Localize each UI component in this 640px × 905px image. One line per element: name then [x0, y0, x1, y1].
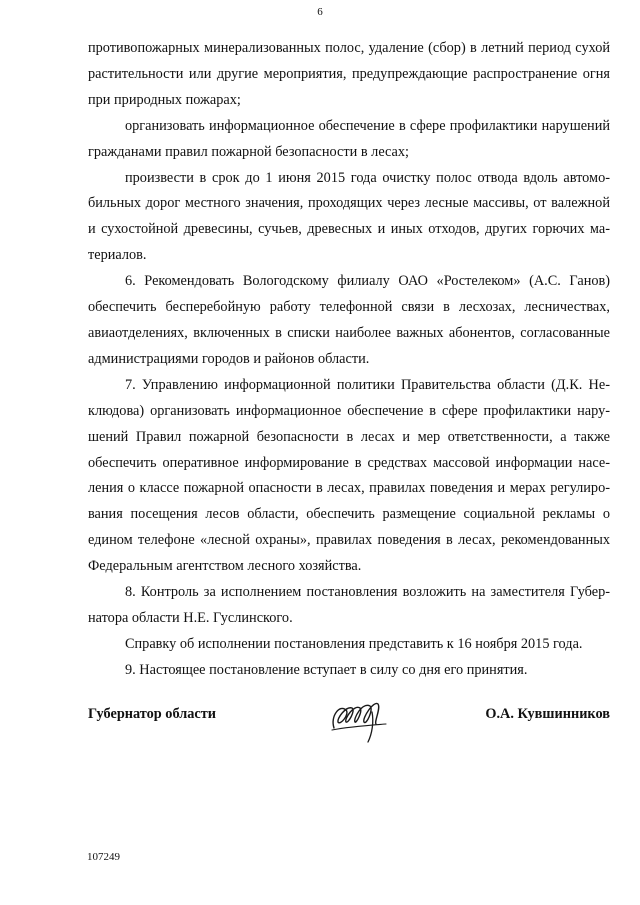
paragraph-item-6: 6. Рекомендовать Вологодскому филиалу ОАО «Ростелеком» (А.С. Ганов) обеспечить бесперебойную работу телефонной связи в лесхозах, лесничествах, авиаотделениях, включенных в списки наиболее важных абонентов, согласованные администрациями городов и районов области.	[88, 273, 610, 367]
paragraph-information-support: организовать информационное обеспечение в сфере профилактики нарушений гражданами правил пожарной безопасности в лесах;	[88, 117, 610, 160]
handwritten-signature	[328, 694, 392, 744]
paragraph-item-8: 8. Контроль за исполнением постановления возложить на заместителя Губернатора области Н.Е. Гуслинского.	[88, 584, 610, 626]
document-code: 107249	[87, 851, 120, 863]
signature-block	[88, 694, 610, 744]
page-number: 6	[317, 6, 323, 18]
signer-title: Губернатор области	[88, 706, 217, 722]
paragraph-road-clearing: произвести в срок до 1 июня 2015 года очистку полос отвода вдоль автомобильных дорог местного значения, проходящих через лесные массивы, от валежной и сухостойной древесины, сучьев, древесных и иных отходов, других горючих материалов.	[88, 169, 610, 264]
paragraph-fire-breaks-continued: противопожарных минерализованных полос, удаление (сбор) в летний период сухой растительности или другие мероприятия, предупреждающие распространение огня при природных пожарах;	[88, 40, 610, 108]
paragraph-item-7: 7. Управлению информационной политики Правительства области (Д.К. Неклюдова) организовать информационное обеспечение в сфере профилактики нарушений Правил пожарной безопасности в лесах и мер ответственности, а также обеспечить оперативное информирование в средствах массовой информации населения о классе пожарной опасности в лесах, правилах поведения и мерах регулирования посещения лесов области, обеспечить размещение социальной рекламы о едином телефоне «лесной охраны», правилах поведения в лесах, рекомендованных Федеральным агентством лесного хозяйства.	[88, 376, 610, 575]
document-body	[88, 36, 610, 684]
paragraph-report-deadline: Справку об исполнении постановления представить к 16 ноября 2015 года.	[125, 635, 583, 652]
signer-name: О.А. Кувшинников	[485, 706, 610, 722]
paragraph-item-9: 9. Настоящее постановление вступает в силу со дня его принятия.	[125, 661, 528, 678]
